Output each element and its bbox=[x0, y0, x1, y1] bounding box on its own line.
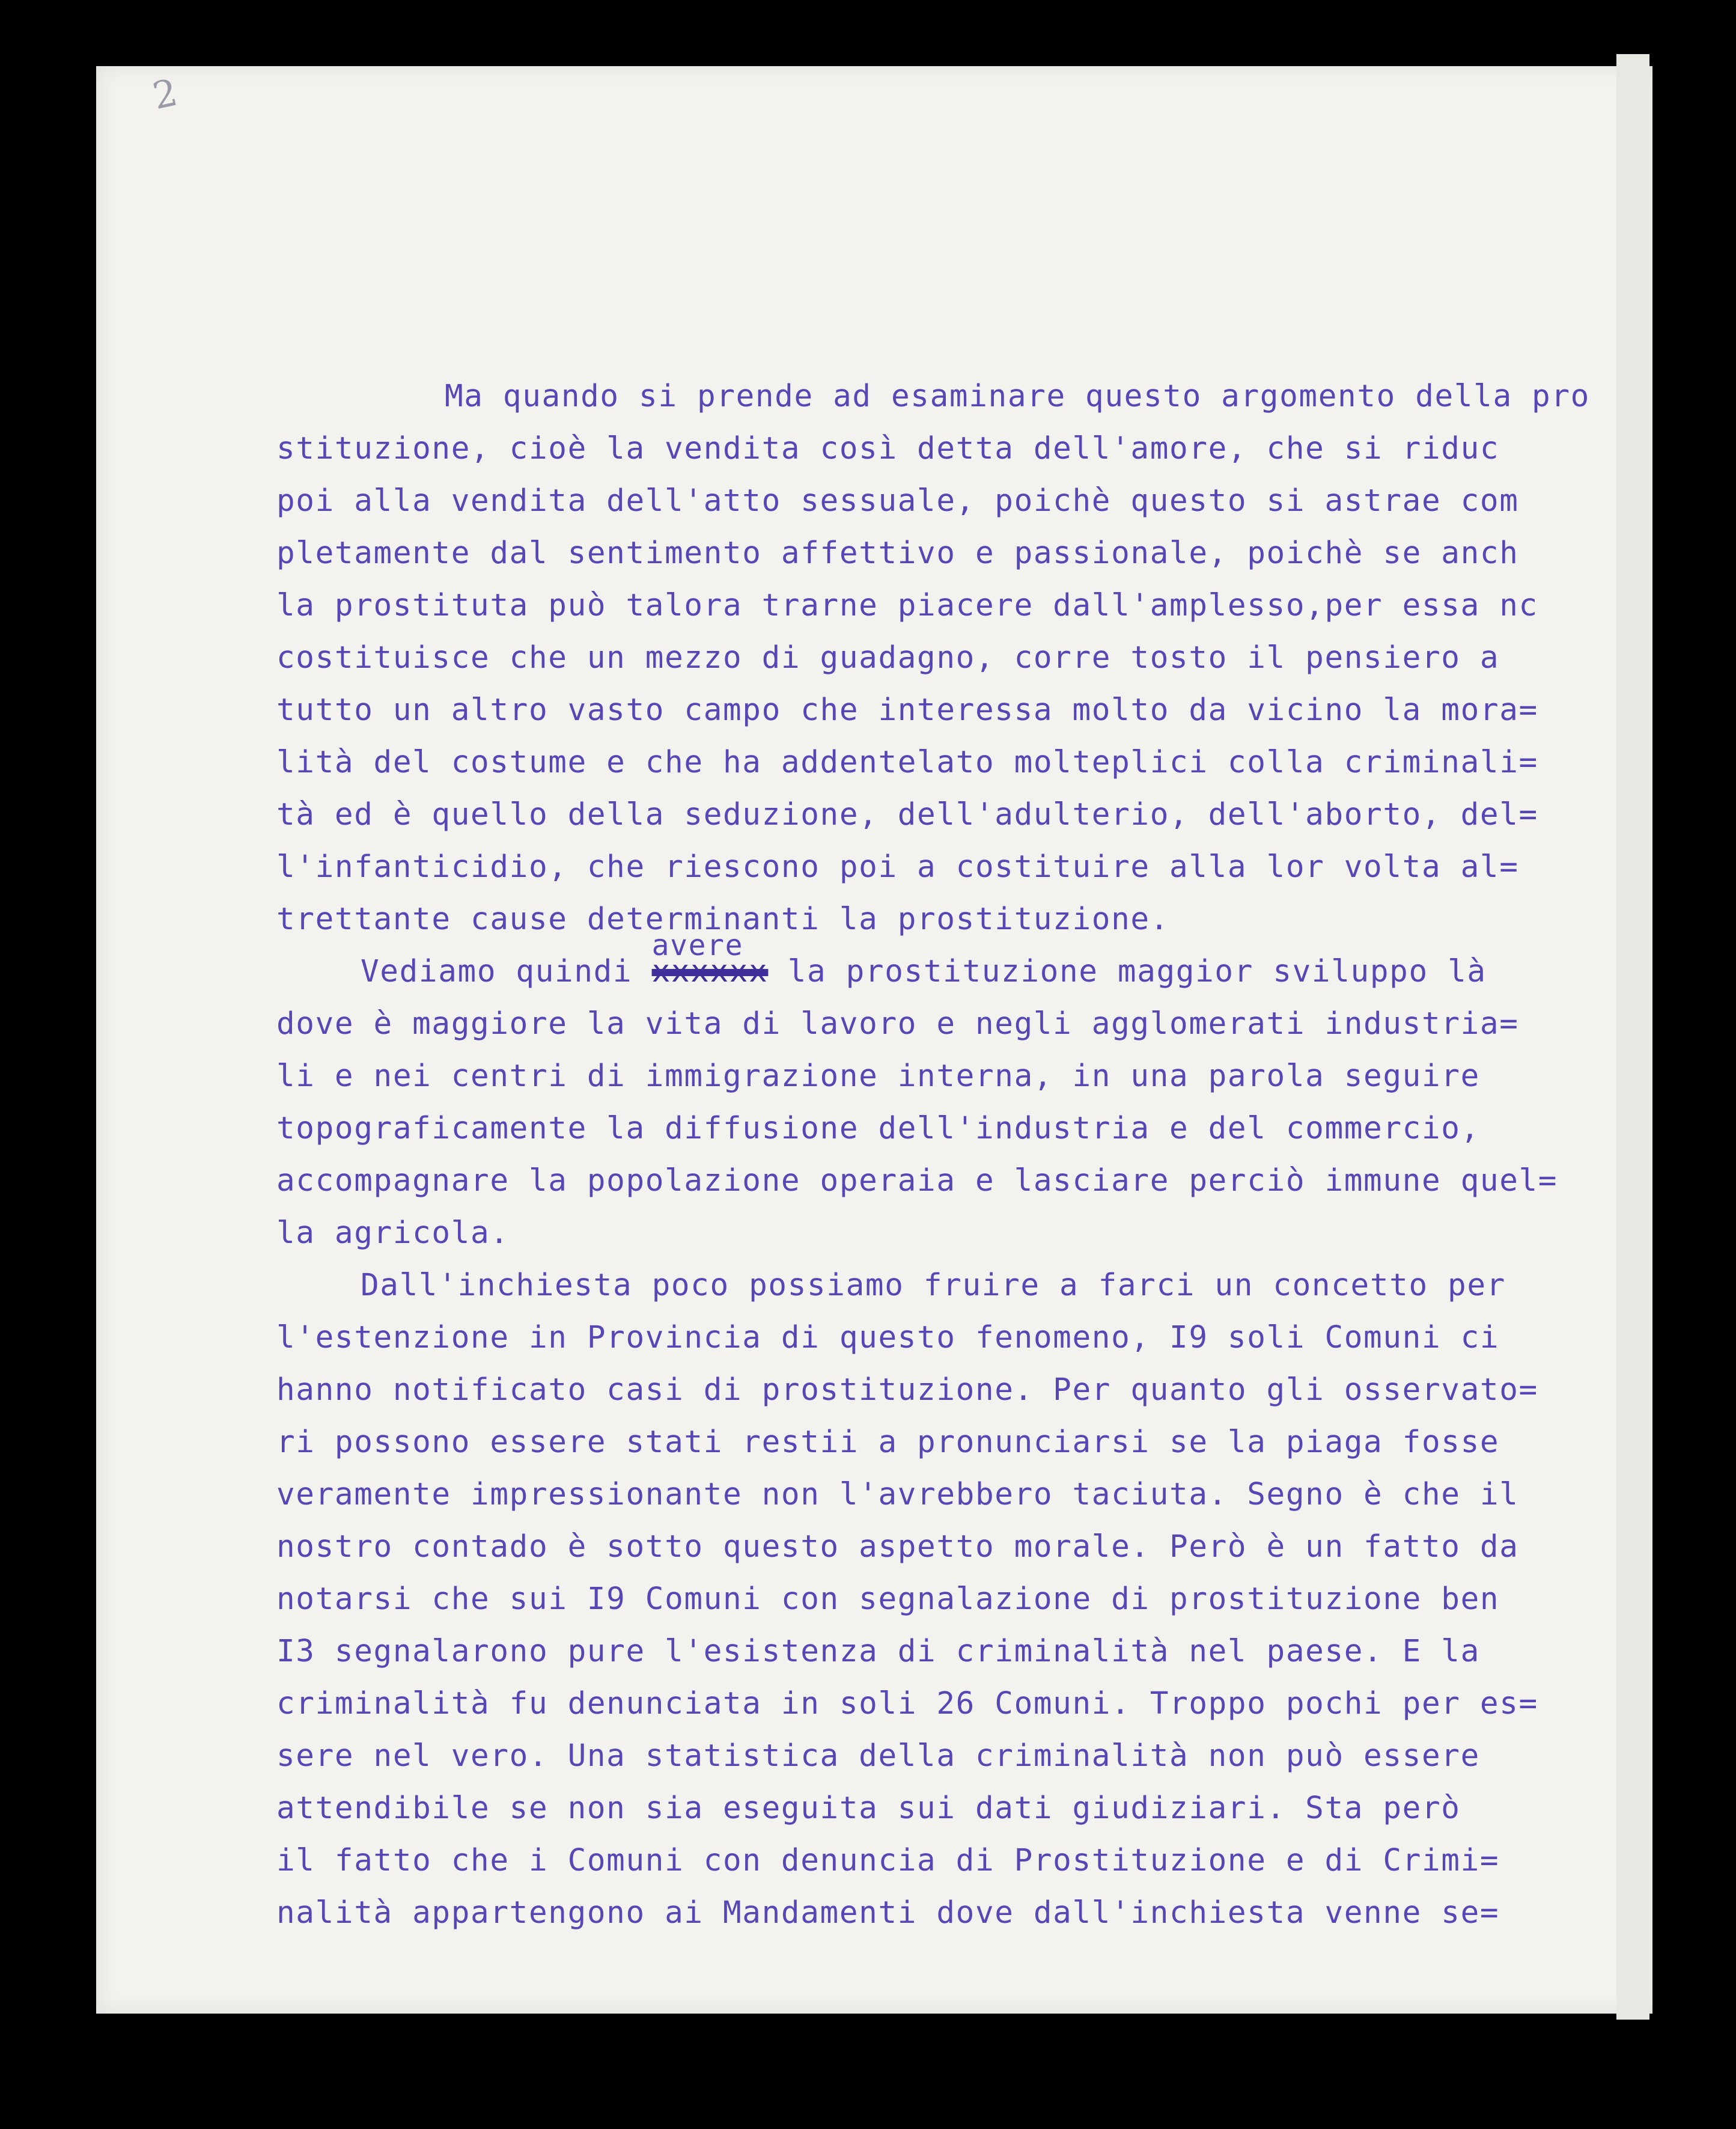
text-line: costituisce che un mezzo di guadagno, corre tosto il pensiero a bbox=[276, 640, 1500, 676]
text-line: Dall'inchiesta poco possiamo fruire a farci un concetto per bbox=[361, 1268, 1506, 1303]
text-line: criminalità fu denunciata in soli 26 Comuni. Troppo pochi per es= bbox=[276, 1686, 1538, 1721]
struck-out-word: xxxxxx bbox=[651, 954, 769, 989]
text-line: notarsi che sui I9 Comuni con segnalazione di prostituzione ben bbox=[276, 1581, 1500, 1617]
text-line: Ma quando si prende ad esaminare questo argomento della pro bbox=[445, 379, 1590, 414]
text-line: nalità appartengono ai Mandamenti dove dall'inchiesta venne se= bbox=[276, 1895, 1500, 1931]
text-line-with-correction bbox=[276, 929, 1622, 990]
typewritten-text bbox=[276, 379, 1622, 1947]
text-line: la prostituta può talora trarne piacere dall'amplesso,per essa nc bbox=[276, 588, 1538, 623]
text-line: veramente impressionante non l'avrebbero taciuta. Segno è che il bbox=[276, 1477, 1519, 1512]
text-line: topograficamente la diffusione dell'industria e del commercio, bbox=[276, 1111, 1480, 1146]
text-line: la agricola. bbox=[276, 1215, 510, 1251]
text-line: accompagnare la popolazione operaia e lasciare perciò immune quel= bbox=[276, 1163, 1558, 1199]
text-line: ri possono essere stati restii a pronunciarsi se la piaga fosse bbox=[276, 1425, 1500, 1460]
text-line: tutto un altro vasto campo che interessa molto da vicino la mora= bbox=[276, 692, 1538, 728]
text-line: il fatto che i Comuni con denuncia di Prostituzione e di Crimi= bbox=[276, 1843, 1500, 1878]
text-line: li e nei centri di immigrazione interna, in una parola seguire bbox=[276, 1058, 1480, 1094]
text-line: sere nel vero. Una statistica della criminalità non può essere bbox=[276, 1738, 1480, 1774]
text-line: I3 segnalarono pure l'esistenza di criminalità nel paese. E la bbox=[276, 1634, 1480, 1669]
text-line: attendibile se non sia eseguita sui dati giudiziari. Sta però bbox=[276, 1791, 1461, 1826]
page-number: 2 bbox=[148, 70, 181, 118]
typed-correction bbox=[651, 929, 769, 990]
text-line: tà ed è quello della seduzione, dell'adulterio, dell'aborto, del= bbox=[276, 797, 1538, 832]
text-segment: Vediamo quindi bbox=[361, 954, 652, 989]
text-line: nostro contado è sotto questo aspetto morale. Però è un fatto da bbox=[276, 1529, 1519, 1565]
text-line: l'estenzione in Provincia di questo fenomeno, I9 soli Comuni ci bbox=[276, 1320, 1500, 1355]
text-line: trettante cause determinanti la prostituzione. bbox=[276, 902, 1170, 937]
text-line: dove è maggiore la vita di lavoro e negli agglomerati industria= bbox=[276, 1006, 1519, 1042]
text-line: stituzione, cioè la vendita così detta dell'amore, che si riduc bbox=[276, 431, 1500, 466]
text-line: l'infanticidio, che riescono poi a costituire alla lor volta al= bbox=[276, 849, 1519, 885]
text-line: pletamente dal sentimento affettivo e passionale, poichè se anch bbox=[276, 536, 1519, 571]
text-line: hanno notificato casi di prostituzione. Per quanto gli osservato= bbox=[276, 1372, 1538, 1408]
inserted-word: avere bbox=[651, 929, 744, 962]
text-segment: la prostituzione maggior sviluppo là bbox=[768, 954, 1487, 989]
text-line: poi alla vendita dell'atto sessuale, poichè questo si astrae com bbox=[276, 483, 1519, 519]
text-line: lità del costume e che ha addentelato molteplici colla criminali= bbox=[276, 745, 1538, 780]
